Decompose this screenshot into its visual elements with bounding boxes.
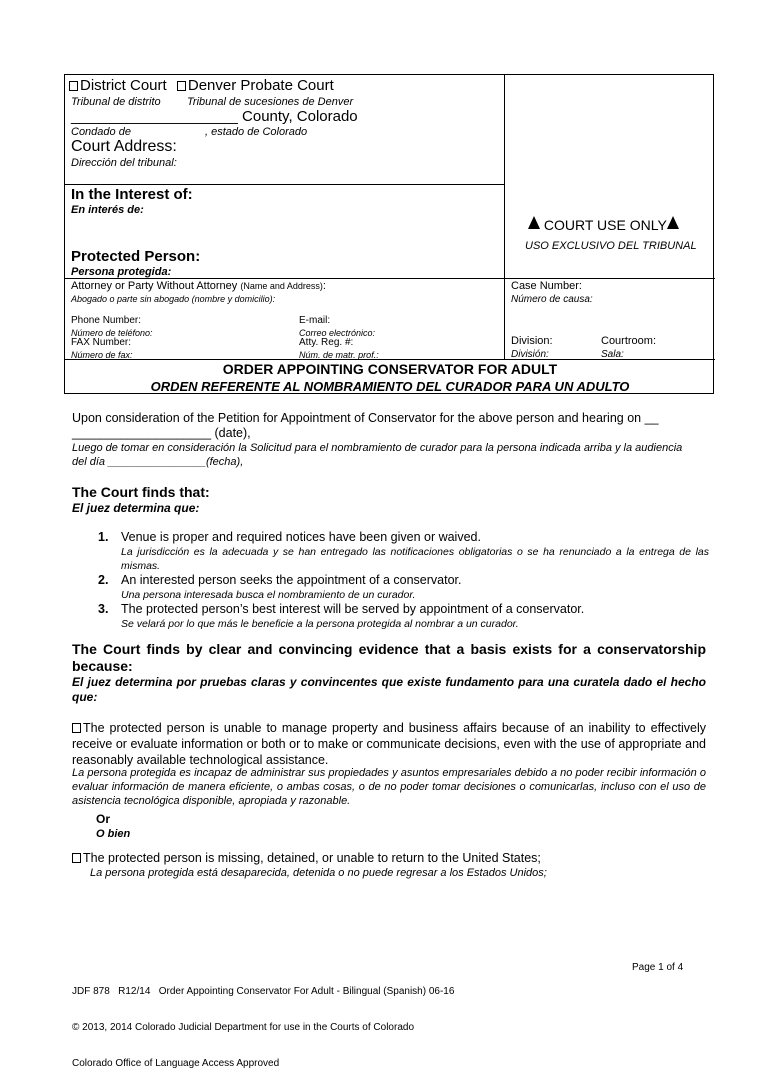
page-number: Page 1 of 4: [632, 962, 684, 973]
footer-copyright: © 2013, 2014 Colorado Judicial Department for use in the Courts of Colorado: [72, 1022, 415, 1033]
or-label-es: O bien: [96, 828, 131, 840]
fax-es: Número de fax:: [71, 350, 133, 360]
finds-list: [98, 530, 709, 631]
atty-reg-es: Núm. de matr. prof.:: [299, 350, 379, 360]
finding-es: La jurisdicción es la adecuada y se han entregado las notificaciones obligatorias o se ha renunciado a la entrega de las mismas.: [121, 546, 709, 572]
option1-en-text: The protected person is unable to manage property and business affairs because of an inability to effectively receive or evaluate information or both or to make or communicate decisions, even with the use of appropriate and reasonably available technological assistance.: [72, 721, 706, 767]
protected-person-es: Persona protegida:: [71, 266, 172, 278]
court-use-only: [528, 216, 679, 233]
court-use-only-label: COURT USE ONLY: [543, 217, 667, 233]
option2-en-text: The protected person is missing, detained, or unable to return to the United States;: [83, 851, 541, 865]
option2-es: La persona protegida está desaparecida, detenida o no puede regresar a los Estados Unidos;: [90, 867, 547, 879]
caption-box: [64, 74, 714, 394]
email-es: Correo electrónico:: [299, 328, 376, 338]
attorney-es: [71, 294, 275, 304]
option2-checkbox[interactable]: [72, 853, 81, 863]
court-use-only-es: USO EXCLUSIVO DEL TRIBUNAL: [525, 240, 697, 252]
finds-heading: The Court finds that:: [72, 484, 210, 500]
footer: [72, 962, 454, 1082]
attorney-es-sub: (nombre y domicilio): [191, 294, 273, 304]
intro-es: [72, 441, 712, 469]
probate-court-label: Denver Probate Court: [187, 77, 334, 94]
finding-es: Una persona interesada busca el nombramiento de un curador.: [121, 589, 416, 601]
court-select-row: [69, 77, 334, 94]
division-es: División:: [511, 349, 549, 360]
caption-divider-party: [65, 278, 715, 279]
interest-of-label: In the Interest of:: [71, 186, 193, 203]
intro-en-line2: ____________________ (date),: [72, 426, 251, 440]
basis-heading-es: El juez determina por pruebas claras y convincentes que existe fundamento para una curatela dado el hecho que:: [72, 675, 706, 704]
courtroom-label: Courtroom:: [601, 335, 657, 347]
document-title-es: ORDEN REFERENTE AL NOMBRAMIENTO DEL CURADOR PARA UN ADULTO: [150, 379, 630, 394]
finding-en: An interested person seeks the appointment of a conservator.: [121, 573, 462, 587]
county-es: Condado de: [71, 126, 131, 138]
triangle-up-icon: [528, 216, 540, 229]
option2-en: [72, 851, 706, 866]
email-label: E-mail:: [299, 315, 331, 326]
finding-number: 1.: [98, 530, 109, 544]
finding-item: [98, 602, 709, 631]
intro-es-line2: del día ________________(fecha),: [72, 456, 244, 468]
county-blank[interactable]: ____________________: [71, 108, 238, 125]
interest-of-es: En interés de:: [71, 204, 144, 216]
finding-item: [98, 530, 709, 573]
intro-es-line1: Luego de tomar en consideración la Solicitud para el nombramiento de curador para la persona indicada arriba y la audiencia: [72, 442, 683, 454]
court-address-label: Court Address:: [71, 138, 177, 155]
probate-court-checkbox[interactable]: [177, 81, 186, 91]
finding-number: 2.: [98, 573, 109, 587]
attorney-label: [71, 280, 326, 292]
or-label: Or: [96, 812, 111, 826]
court-address-es: Dirección del tribunal:: [71, 157, 177, 169]
attorney-es-colon: :: [272, 294, 276, 304]
atty-reg-label: Atty. Reg. #:: [299, 337, 354, 348]
option1-checkbox[interactable]: [72, 723, 81, 733]
basis-heading: The Court finds by clear and convincing evidence that a basis exists for a conservatorship because:: [72, 641, 706, 674]
phone-es: Número de teléfono:: [71, 328, 153, 338]
state-es: , estado de Colorado: [205, 126, 308, 138]
footer-approval: Colorado Office of Language Access Approved: [72, 1058, 280, 1069]
intro-en-line1: Upon consideration of the Petition for Appointment of Conservator for the above person and hearing on __: [72, 411, 659, 425]
district-court-checkbox[interactable]: [69, 81, 78, 91]
footer-form-id: JDF 878 R12/14 Order Appointing Conservator For Adult - Bilingual (Spanish) 06-16: [72, 986, 455, 997]
fax-label: FAX Number:: [71, 337, 132, 348]
finding-en: Venue is proper and required notices have been given or waived.: [121, 530, 481, 544]
case-number-label: Case Number:: [511, 280, 582, 292]
finding-en: The protected person’s best interest will be served by appointment of a conservator.: [121, 602, 585, 616]
county-label: County, Colorado: [242, 108, 358, 125]
finding-number: 3.: [98, 602, 109, 616]
courtroom-es: Sala:: [601, 349, 624, 360]
attorney-label-sub: (Name and Address): [240, 281, 323, 291]
district-court-es: Tribunal de distrito: [71, 96, 161, 108]
finding-item: [98, 573, 709, 602]
division-label: Division:: [511, 335, 553, 347]
phone-label: Phone Number:: [71, 315, 142, 326]
county-row: [71, 108, 358, 125]
option1-es: La persona protegida es incapaz de administrar sus propiedades y asuntos empresariales debido a no poder recibir información o evaluar información de manera eficiente, o ambas cosas, o de no poder tomar decisiones o comunicarlas, incluso con el uso de asistencia tecnológica disponible, apropiada y razonable.: [72, 767, 706, 807]
caption-vertical-divider: [504, 75, 505, 359]
protected-person-label: Protected Person:: [71, 248, 201, 265]
intro-en: [72, 411, 712, 441]
attorney-es-text: Abogado o parte sin abogado: [71, 294, 190, 304]
finds-heading-es: El juez determina que:: [72, 501, 200, 515]
probate-court-es: Tribunal de sucesiones de Denver: [187, 96, 354, 108]
finding-es: Se velará por lo que más le beneficie a la persona protegida al nombrar a un curador.: [121, 618, 519, 630]
caption-divider-court: [65, 184, 504, 185]
case-number-es: Número de causa:: [511, 294, 593, 305]
attorney-label-text: Attorney or Party Without Attorney: [71, 280, 238, 292]
option1-en: [72, 720, 706, 768]
attorney-label-colon: :: [322, 280, 326, 292]
document-title: ORDER APPOINTING CONSERVATOR FOR ADULT: [222, 361, 558, 377]
district-court-label: District Court: [80, 77, 167, 94]
triangle-up-icon: [667, 216, 679, 229]
